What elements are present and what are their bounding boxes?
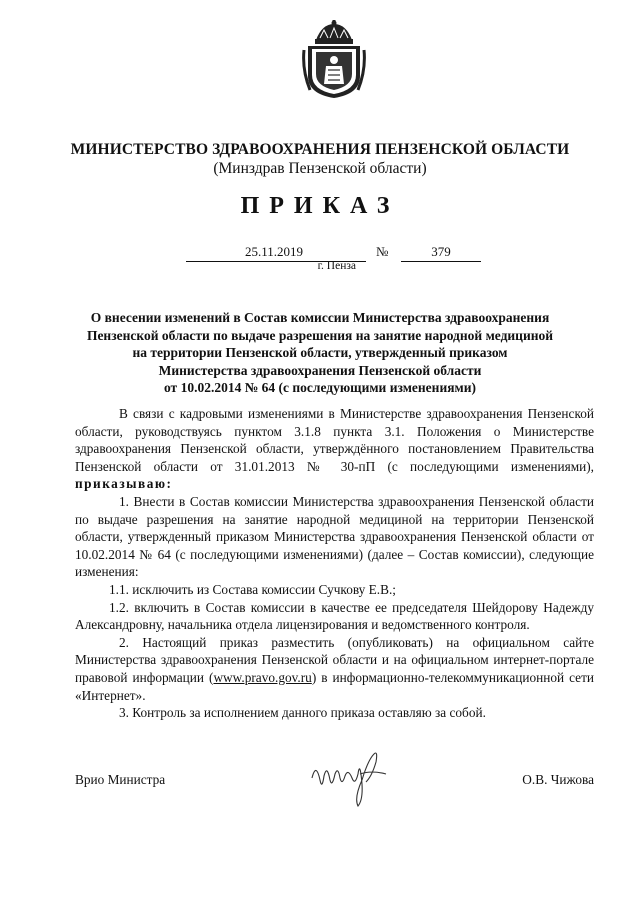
subject-line: О внесении изменений в Состав комиссии Министерства здравоохранения xyxy=(90,310,550,325)
preamble-text: В связи с кадровыми изменениями в Министерстве здравоохранения Пензенской области, руководствуясь пунктом 3.1.8 пункта 3.1. Положения о Министерстве здравоохранения Пензенской области, утверждённого постановлением Правительства Пензенской области от 31.01.2013 № 30-пП (с последующими изменениями), xyxy=(75,406,594,474)
coat-of-arms-icon xyxy=(302,20,366,100)
order-body xyxy=(75,405,594,722)
item-2-paragraph xyxy=(75,634,594,704)
signatory-position: Врио Министра xyxy=(75,772,166,787)
ministry-name: МИНИСТЕРСТВО ЗДРАВООХРАНЕНИЯ ПЕНЗЕНСКОЙ ОБЛАСТИ xyxy=(70,141,570,158)
item-2-text-b: ) в информационно-телекоммуникационной сети «Интернет». xyxy=(75,669,595,703)
item-2-text-a: 2. Настоящий приказ разместить (опубликовать) на официальном сайте Министерства здравоохранения Пензенской области и на официальном интернет-портале правовой информации ( xyxy=(75,634,594,685)
item-1-paragraph: 1. Внести в Состав комиссии Министерства здравоохранения Пензенской области по выдаче разрешения на занятие народной медициной на территории Пензенской области, утвержденный приказом Министерства здравоохранения Пензенской области от 10.02.2014 № 64 (с последующими изменениями) (далее – Состав комиссии), следующие изменения: xyxy=(75,493,594,580)
subject-line: на территории Пензенской области, утвержденный приказом xyxy=(132,345,508,360)
order-keyword: приказываю: xyxy=(75,476,173,492)
subject-line: Министерства здравоохранения Пензенской области xyxy=(158,362,482,378)
handwritten-signature-icon xyxy=(300,740,400,810)
order-subject xyxy=(70,309,570,397)
subject-line: Пензенской области по выдаче разрешения на занятие народной медициной xyxy=(86,327,554,343)
subject-line: от 10.02.2014 № 64 (с последующими изменениями) xyxy=(163,380,476,395)
order-date: 25.11.2019 xyxy=(244,244,304,259)
order-number: 379 xyxy=(431,244,451,259)
order-number-field xyxy=(401,244,481,262)
pravo-gov-link[interactable]: www.pravo.gov.ru xyxy=(213,669,312,685)
item-1-2-paragraph: 1.2. включить в Состав комиссии в качестве ее председателя Шейдорову Надежду Александровну, начальника отдела лицензирования и ведомственного контроля. xyxy=(75,599,594,633)
ministry-short-name: (Минздрав Пензенской области) xyxy=(213,160,427,177)
number-sign: № xyxy=(376,244,389,259)
document-type-title: ПРИКАЗ xyxy=(240,193,400,219)
city: г. Пенза xyxy=(317,260,356,272)
signatory-name: О.В. Чижова xyxy=(522,772,594,787)
item-3-paragraph: 3. Контроль за исполнением данного приказа оставляю за собой. xyxy=(119,705,486,721)
item-1-1-paragraph: 1.1. исключить из Состава комиссии Сучкову Е.В.; xyxy=(109,581,396,597)
preamble-paragraph xyxy=(75,405,594,493)
